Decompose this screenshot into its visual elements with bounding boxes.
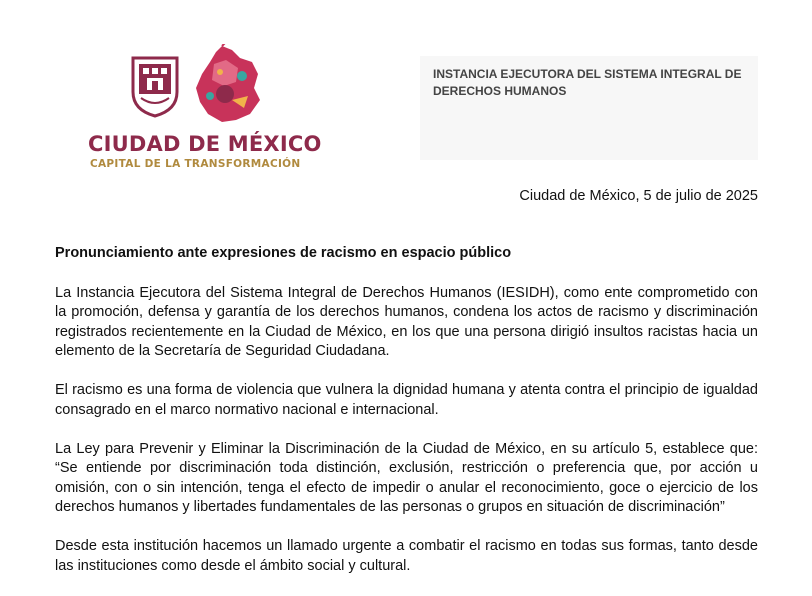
document-title: Pronunciamiento ante expresiones de racismo en espacio público	[55, 245, 512, 261]
institution-header	[420, 56, 758, 160]
coat-of-arms-icon	[131, 56, 179, 118]
city-map-illustration-icon	[192, 44, 262, 124]
city-name: CIUDAD DE MÉXICO	[88, 132, 322, 156]
document-body	[55, 244, 758, 596]
paragraph: El racismo es una forma de violencia que vulnera la dignidad humana y atenta contra el principio de igualdad consagrado en el marco normativo nacional e internacional.	[55, 382, 758, 418]
paragraph: La Ley para Prevenir y Eliminar la Discriminación de la Ciudad de México, en su artículo 5, establece que: “Se entiende por discriminación toda distinción, exclusión, restricción o preferencia que, por acción u omisión, con o sin intención, tenga el efecto de impedir o anular el reconocimiento, goce o ejercicio de los derechos humanos y libertades fundamentales de las personas o grupos en situación de discriminación”	[55, 440, 758, 515]
paragraph: La Instancia Ejecutora del Sistema Integral de Derechos Humanos (IESIDH), como ente comprometido con la promoción, defensa y garantía de los derechos humanos, condena los actos de racismo y discriminación registrados recientemente en la Ciudad de México, en los que una persona dirigió insultos racistas hacia un elemento de la Secretaría de Seguridad Ciudadana.	[55, 284, 758, 359]
city-logo	[88, 44, 322, 174]
paragraph: Desde esta institución hacemos un llamado urgente a combatir el racismo en todas sus formas, tanto desde las instituciones como desde el ámbito social y cultural.	[55, 538, 758, 574]
city-tagline: CAPITAL DE LA TRANSFORMACIÓN	[90, 158, 301, 170]
institution-title: INSTANCIA EJECUTORA DEL SISTEMA INTEGRAL DE DERECHOS HUMANOS	[433, 67, 742, 98]
document-date: Ciudad de México, 5 de julio de 2025	[519, 188, 758, 204]
